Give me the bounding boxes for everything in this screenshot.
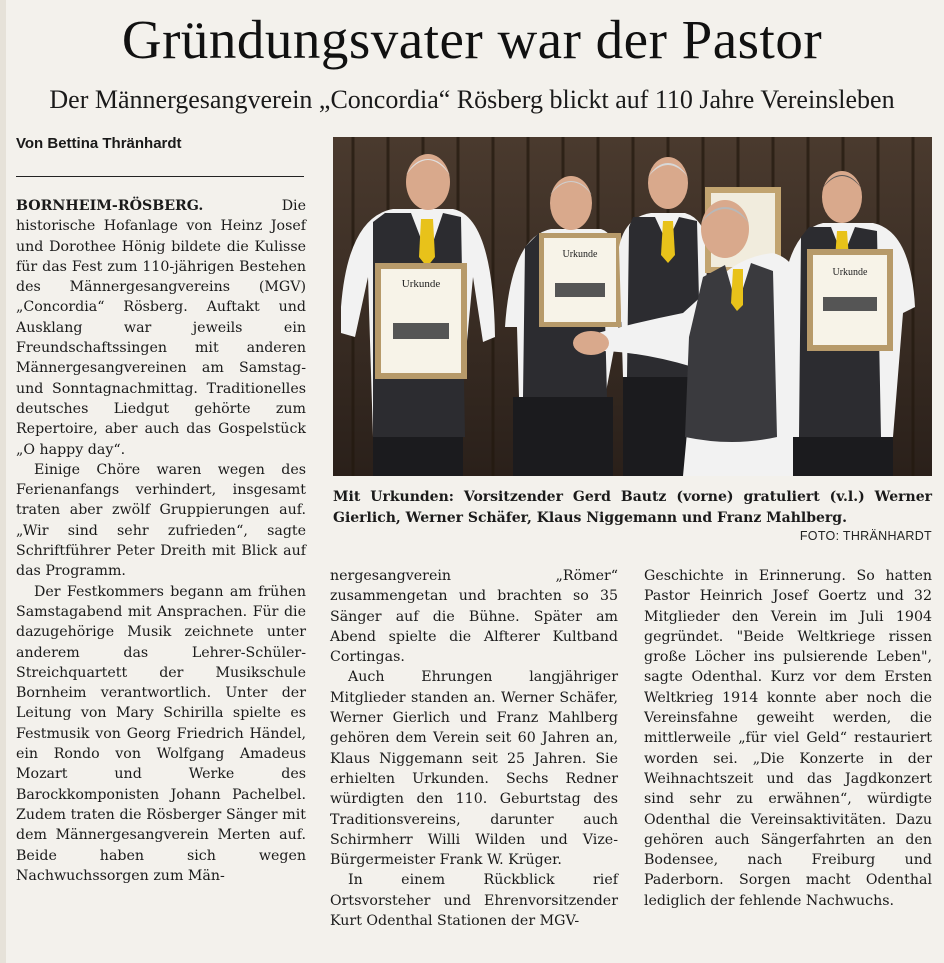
dateline: BORNHEIM-RÖSBERG. [16, 198, 204, 214]
paragraph: Der Festkommers begann am frühen Samstagabend mit Ansprachen. Für die dazugehörige Musik zeichnete unter anderem das Lehrer-Schüler-Streichquartett der Musikschule Bornheim verantwortlich. Unter der Leitung von Mary Schirilla spielte es Festmusik von Georg Friedrich Händel, ein Rondo von Wolfgang Amadeus Mozart und Werke des Barockkomponisten Johann Pachelbel. Zudem traten die Rösberger Sänger mit dem Männergesangverein Merten auf. Beide haben sich wegen Nachwuchssorgen zum Män- [16, 583, 306, 884]
photo-illustration [333, 137, 932, 476]
byline: Von Bettina Thränhardt [16, 135, 182, 152]
subheadline: Der Männergesangverein „Concordia“ Rösberg blickt auf 110 Jahre Vereinsleben [49, 85, 895, 114]
byline-rule [16, 176, 304, 177]
certificate-2 [539, 233, 621, 327]
certificate-label: Urkunde [401, 278, 441, 290]
article-column-3 [644, 566, 932, 911]
paragraph-text: Die historische Hofanlage von Heinz Josef und Dorothee Hönig bildete die Kulisse für das Fest zum 110-jährigen Bestehen des Männergesangvereins (MGV) „Concordia“ Rösberg. Auftakt und Ausklang war jeweils ein Freundschaftssingen mit anderen Männergesangvereinen am Samstag- und Sonntagnachmittag. Traditionelles deutsches Liedgut gehörte zum Repertoire, aber auch das Gospelstück „O happy day“. [16, 198, 306, 458]
photo-caption: Mit Urkunden: Vorsitzender Gerd Bautz (vorne) gratuliert (v.l.) Werner Gierlich, Werner Schäfer, Klaus Niggemann und Franz Mahlberg. [333, 489, 932, 526]
paragraph: In einem Rückblick rief Ortsvorsteher und Ehrenvorsitzender Kurt Odenthal Stationen der MGV- [330, 872, 618, 930]
certificate-1 [375, 263, 467, 379]
certificate-label: Urkunde [562, 249, 598, 260]
paragraph: nergesangverein „Römer“ zusammengetan und brachten so 35 Sänger auf die Bühne. Später am Abend spielte die Alfterer Kultband Cortingas. [330, 568, 618, 666]
headline: Gründungsvater war der Pastor [121, 9, 823, 70]
photo [333, 137, 932, 476]
paragraph: Geschichte in Erinnerung. So hatten Pastor Heinrich Josef Goertz und 32 Mitglieder den Verein im Juli 1904 gegründet. "Beide Weltkriege rissen große Löcher ins pulsierende Leben", sagte Odenthal. Kurz vor dem Ersten Weltkrieg 1914 konnte aber noch die Vereinsfahne geweiht werden, die mittlerweile „für viel Geld“ restauriert worden sei. „Die Konzerte in der Weihnachtszeit und das Jagdkonzert sind sehr zu erwähnen“, würdigte Odenthal die Vereinsaktivitäten. Dazu gehören auch Sängerfahrten an den Bodensee, nach Freiburg und Paderborn. Sorgen macht Odenthal lediglich der fehlende Nachwuchs. [644, 568, 932, 909]
paragraph: Einige Chöre waren wegen des Ferienanfangs verhindert, insgesamt traten aber zwölf Gruppierungen auf. „Wir sind sehr zufrieden“, sagte Schriftführer Peter Dreith mit Blick auf das Programm. [16, 461, 306, 580]
paragraph: Auch Ehrungen langjähriger Mitglieder standen an. Werner Schäfer, Werner Gierlich und Franz Mahlberg gehören dem Verein seit 60 Jahren an, Klaus Niggemann seit 25 Jahren. Sie erhielten Urkunden. Sechs Redner würdigten den 110. Geburtstag des Traditionsvereins, darunter auch Schirmherr Willi Wilden und Vize-Bürgermeister Frank W. Krüger. [330, 669, 618, 869]
article-column-2 [330, 566, 618, 931]
photo-credit: FOTO: THRÄNHARDT [799, 529, 932, 543]
certificate-5 [807, 249, 893, 351]
article-column-1 [16, 196, 306, 886]
paper-edge [0, 0, 6, 963]
certificate-label: Urkunde [832, 267, 868, 278]
paragraph [16, 196, 306, 460]
